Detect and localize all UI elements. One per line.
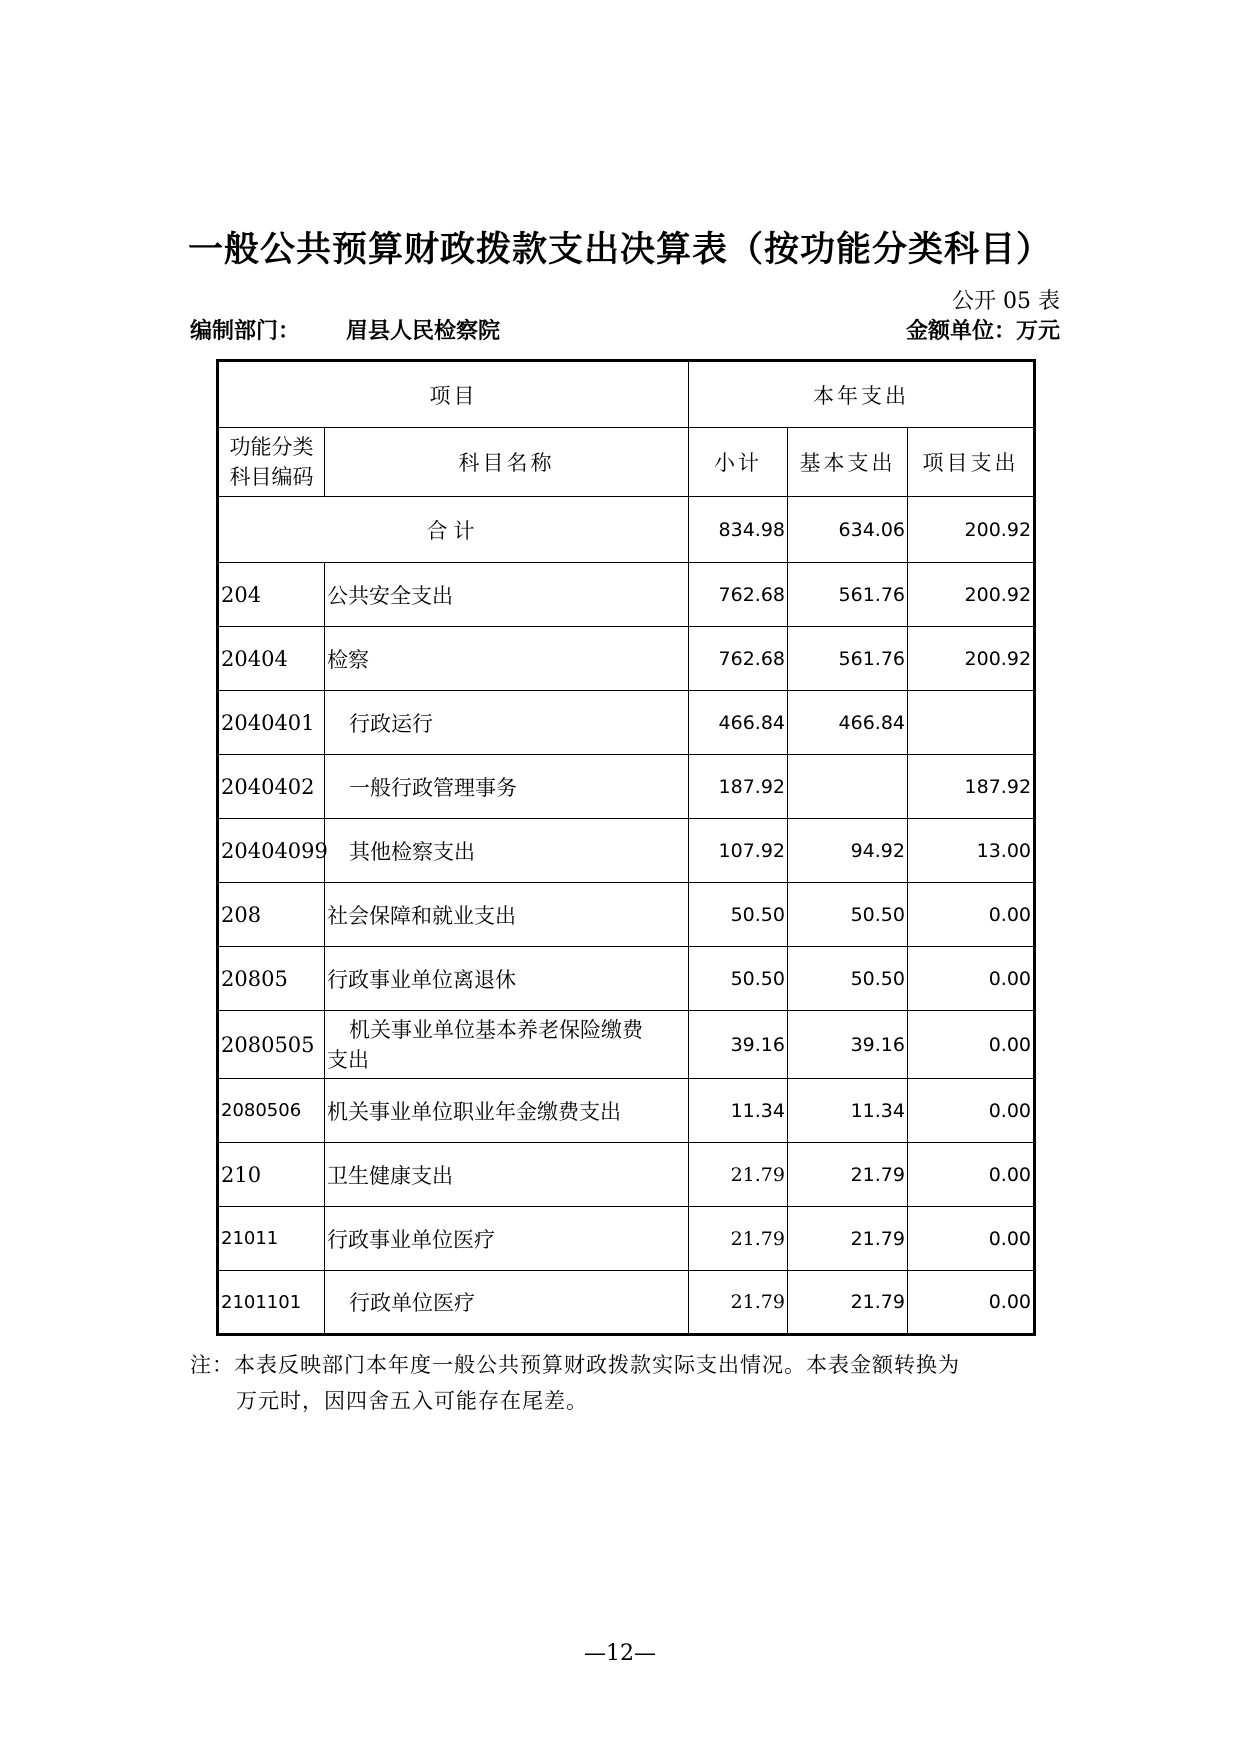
cell-basic: 21.79 xyxy=(788,1143,908,1207)
header-basic: 基本支出 xyxy=(788,428,908,497)
cell-basic: 21.79 xyxy=(788,1207,908,1271)
cell-basic: 21.79 xyxy=(788,1271,908,1335)
cell-basic: 50.50 xyxy=(788,883,908,947)
cell-basic: 466.84 xyxy=(788,691,908,755)
cell-name: 社会保障和就业支出 xyxy=(325,883,689,947)
amount-unit: 金额单位：万元 xyxy=(905,318,1060,344)
cell-subtotal: 39.16 xyxy=(689,1011,788,1079)
cell-code: 2080505 xyxy=(218,1011,325,1079)
table-row xyxy=(218,1143,1035,1207)
cell-project: 0.00 xyxy=(908,1143,1035,1207)
table-row xyxy=(218,883,1035,947)
cell-project: 0.00 xyxy=(908,883,1035,947)
cell-code: 2040402 xyxy=(218,755,325,819)
header-this-year: 本年支出 xyxy=(689,361,1035,428)
cell-project: 200.92 xyxy=(908,497,1035,563)
table-note xyxy=(190,1347,1060,1419)
cell-name: 其他检察支出 xyxy=(325,819,689,883)
cell-project: 200.92 xyxy=(908,627,1035,691)
cell-name: 行政单位医疗 xyxy=(325,1271,689,1335)
cell-subtotal: 11.34 xyxy=(689,1079,788,1143)
cell-basic: 39.16 xyxy=(788,1011,908,1079)
cell-name xyxy=(325,1011,689,1079)
cell-name-line1: 机关事业单位基本养老保险缴费 xyxy=(349,1017,643,1042)
cell-name: 一般行政管理事务 xyxy=(325,755,689,819)
table-row xyxy=(218,691,1035,755)
cell-name: 行政事业单位离退休 xyxy=(325,947,689,1011)
table-row xyxy=(218,627,1035,691)
cell-subtotal: 50.50 xyxy=(689,947,788,1011)
cell-project: 200.92 xyxy=(908,563,1035,627)
table-row xyxy=(218,755,1035,819)
note-line-1: 注：本表反映部门本年度一般公共预算财政拨款实际支出情况。本表金额转换为 xyxy=(190,1353,960,1377)
cell-subtotal: 107.92 xyxy=(689,819,788,883)
cell-code: 204 xyxy=(218,563,325,627)
cell-name: 卫生健康支出 xyxy=(325,1143,689,1207)
cell-project: 0.00 xyxy=(908,947,1035,1011)
cell-subtotal: 762.68 xyxy=(689,627,788,691)
cell-basic: 50.50 xyxy=(788,947,908,1011)
header-row-top xyxy=(218,361,1035,428)
cell-basic: 94.92 xyxy=(788,819,908,883)
cell-subtotal: 466.84 xyxy=(689,691,788,755)
cell-code: 2080506 xyxy=(218,1079,325,1143)
table-row xyxy=(218,947,1035,1011)
cell-code: 210 xyxy=(218,1143,325,1207)
header-code-line2: 科目编码 xyxy=(229,465,314,489)
form-number: 公开 05 表 xyxy=(952,289,1060,314)
cell-basic xyxy=(788,755,908,819)
header-code-line1: 功能分类 xyxy=(229,435,314,459)
cell-project: 187.92 xyxy=(908,755,1035,819)
cell-code: 2040401 xyxy=(218,691,325,755)
cell-code: 2101101 xyxy=(218,1271,325,1335)
header-name: 科目名称 xyxy=(325,428,689,497)
total-label: 合计 xyxy=(218,497,689,563)
cell-subtotal: 21.79 xyxy=(689,1143,788,1207)
table-row xyxy=(218,819,1035,883)
cell-basic: 11.34 xyxy=(788,1079,908,1143)
header-subtotal: 小计 xyxy=(689,428,788,497)
cell-subtotal: 50.50 xyxy=(689,883,788,947)
cell-project: 0.00 xyxy=(908,1079,1035,1143)
cell-code: 20805 xyxy=(218,947,325,1011)
cell-name: 行政运行 xyxy=(325,691,689,755)
table-row xyxy=(218,1079,1035,1143)
table-row xyxy=(218,1011,1035,1079)
department-label: 编制部门： xyxy=(190,318,301,344)
cell-name-line2: 支出 xyxy=(327,1047,369,1072)
cell-name: 公共安全支出 xyxy=(325,563,689,627)
cell-project: 13.00 xyxy=(908,819,1035,883)
cell-project xyxy=(908,691,1035,755)
cell-subtotal: 834.98 xyxy=(689,497,788,563)
table-row xyxy=(218,1271,1035,1335)
cell-basic: 634.06 xyxy=(788,497,908,563)
cell-subtotal: 21.79 xyxy=(689,1271,788,1335)
department-info xyxy=(190,314,500,345)
cell-code: 208 xyxy=(218,883,325,947)
note-line-2: 万元时，因四舍五入可能存在尾差。 xyxy=(236,1389,588,1413)
header-row-bottom xyxy=(218,428,1035,497)
cell-basic: 561.76 xyxy=(788,563,908,627)
header-project: 项目支出 xyxy=(908,428,1035,497)
cell-code: 21011 xyxy=(218,1207,325,1271)
cell-project: 0.00 xyxy=(908,1271,1035,1335)
page-number: —12— xyxy=(584,1641,656,1666)
header-code xyxy=(218,428,325,497)
cell-subtotal: 187.92 xyxy=(689,755,788,819)
expenditure-table xyxy=(216,359,1036,1336)
department-name: 眉县人民检察院 xyxy=(346,318,501,344)
cell-project: 0.00 xyxy=(908,1207,1035,1271)
cell-basic: 561.76 xyxy=(788,627,908,691)
cell-name: 机关事业单位职业年金缴费支出 xyxy=(325,1079,689,1143)
cell-subtotal: 21.79 xyxy=(689,1207,788,1271)
cell-name: 行政事业单位医疗 xyxy=(325,1207,689,1271)
cell-name: 检察 xyxy=(325,627,689,691)
cell-code: 20404 xyxy=(218,627,325,691)
table-row xyxy=(218,1207,1035,1271)
header-item: 项目 xyxy=(218,361,689,428)
page-title: 一般公共预算财政拨款支出决算表（按功能分类科目） xyxy=(187,230,1052,270)
table-row-total xyxy=(218,497,1035,563)
table-row xyxy=(218,563,1035,627)
cell-code: 20404099 xyxy=(218,819,325,883)
cell-project: 0.00 xyxy=(908,1011,1035,1079)
cell-subtotal: 762.68 xyxy=(689,563,788,627)
